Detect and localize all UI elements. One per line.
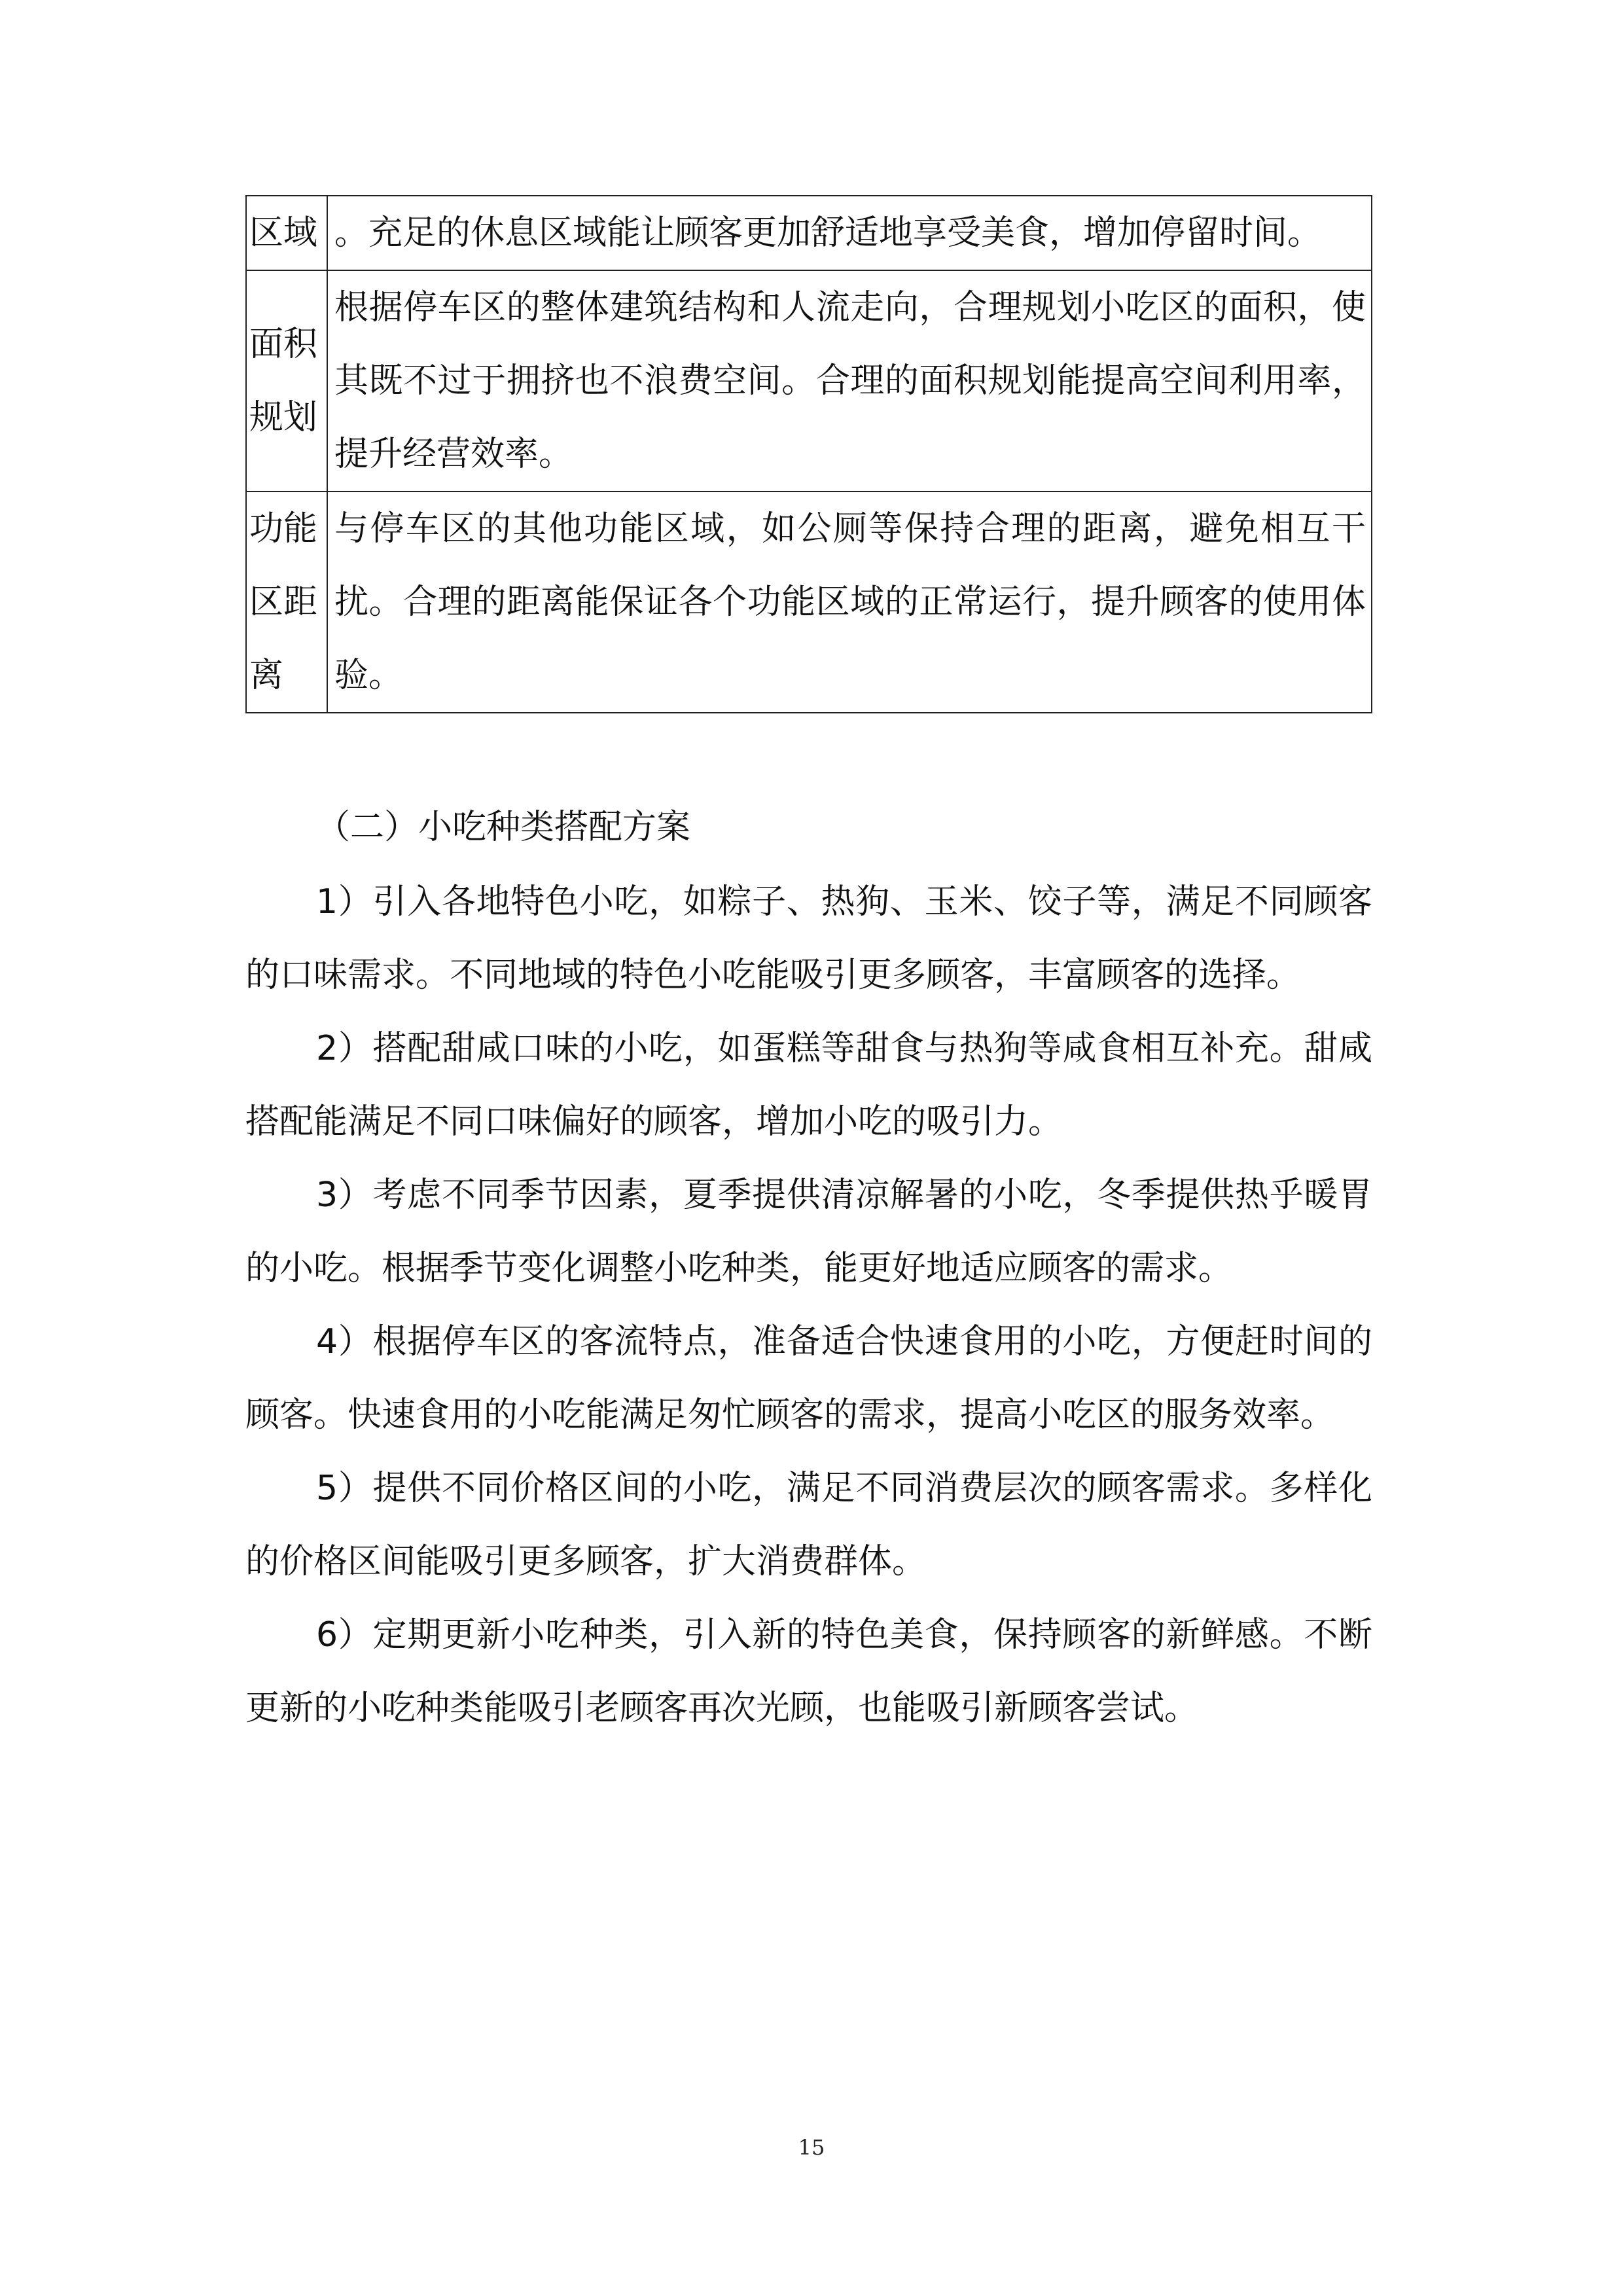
paragraph: 4）根据停车区的客流特点，准备适合快速食用的小吃，方便赶时间的顾客。快速食用的小吃能满足匆忙顾客的需求，提高小吃区的服务效率。 [245,1322,1372,1435]
paragraph: 6）定期更新小吃种类，引入新的特色美食，保持顾客的新鲜感。不断更新的小吃种类能吸引老顾客再次光顾，也能吸引新顾客尝试。 [245,1615,1372,1728]
row-text: 。充足的休息区域能让顾客更加舒适地享受美食，增加停留时间。 [327,196,1372,270]
table-row [246,492,1372,713]
page-number: 15 [798,2135,825,2160]
paragraph: 3）考虑不同季节因素，夏季提供清凉解暑的小吃，冬季提供热乎暖胃的小吃。根据季节变化调整小吃种类，能更好地适应顾客的需求。 [245,1175,1372,1288]
paragraph: 2）搭配甜咸口味的小吃，如蛋糕等甜食与热狗等咸食相互补充。甜咸搭配能满足不同口味偏好的顾客，增加小吃的吸引力。 [245,1029,1372,1141]
row-text: 根据停车区的整体建筑结构和人流走向，合理规划小吃区的面积，使其既不过于拥挤也不浪费空间。合理的面积规划能提高空间利用率，提升经营效率。 [327,270,1372,492]
row-label: 区域 [246,196,327,270]
paragraph: 1）引入各地特色小吃，如粽子、热狗、玉米、饺子等，满足不同顾客的口味需求。不同地域的特色小吃能吸引更多顾客，丰富顾客的选择。 [245,882,1372,995]
section-body [245,791,1372,1745]
section-heading: （二）小吃种类搭配方案 [316,808,691,847]
row-label: 功能 区距 离 [246,492,327,713]
table-row [246,196,1372,270]
zone-planning-table [245,195,1372,713]
row-label: 面积 规划 [246,270,327,492]
table-row [246,270,1372,492]
row-text: 与停车区的其他功能区域，如公厕等保持合理的距离，避免相互干扰。合理的距离能保证各个功能区域的正常运行，提升顾客的使用体验。 [327,492,1372,713]
paragraph: 5）提供不同价格区间的小吃，满足不同消费层次的顾客需求。多样化的价格区间能吸引更多顾客，扩大消费群体。 [245,1469,1372,1581]
